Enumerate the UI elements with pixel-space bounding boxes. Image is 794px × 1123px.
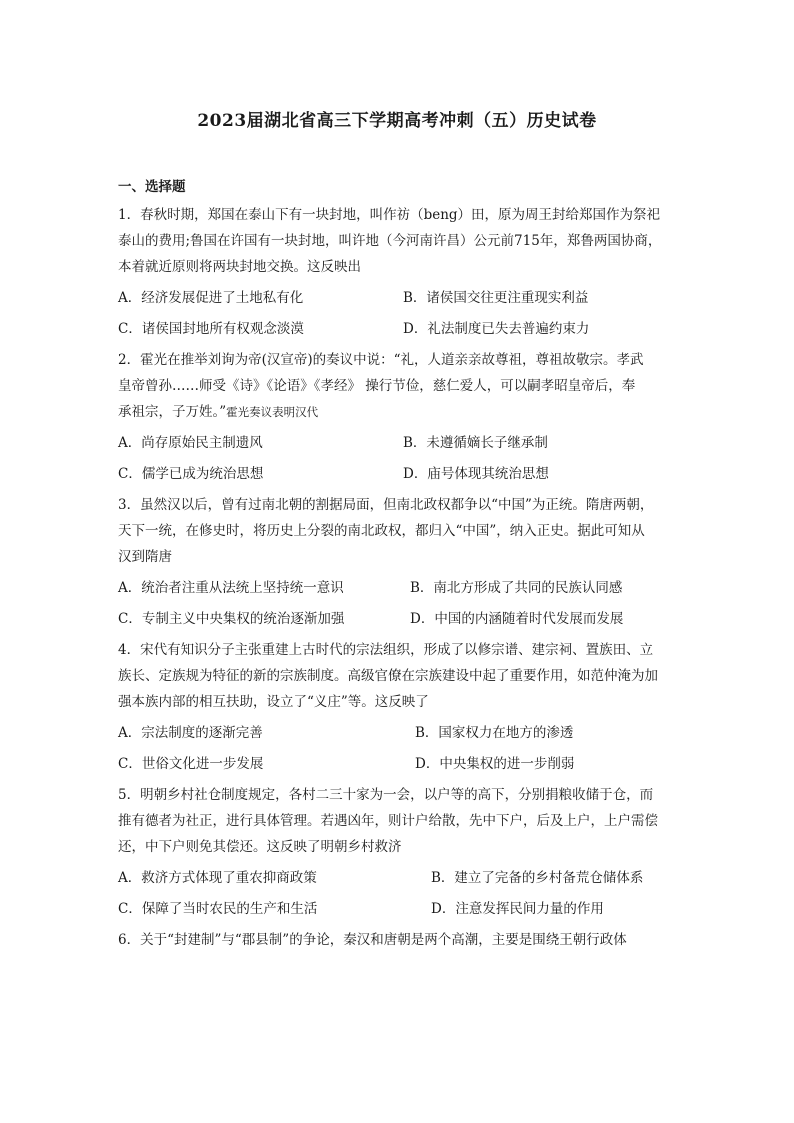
- options-row: [118, 720, 678, 746]
- question-stem: [118, 782, 678, 860]
- question-stem: [118, 492, 678, 570]
- stem-line: 1．春秋时期，郑国在泰山下有一块封地，叫作祊（beng）田，原为周王封给郑国作为祭祀: [118, 207, 661, 223]
- stem-line: 推有德者为社正，进行具体管理。若遇凶年，则计户给散，先中下户，后及上户，上户需偿: [118, 813, 658, 829]
- exam-content: [118, 176, 678, 953]
- stem-line: 还，中下户则免其偿还。这反映了明朝乡村救济: [118, 839, 402, 855]
- option-c: C．诸侯国封地所有权观念淡漠: [118, 321, 304, 337]
- option-d: D．中国的内涵随着时代发展而发展: [410, 611, 624, 627]
- option-d: D．庙号体现其统治思想: [403, 466, 549, 482]
- question-5: [118, 782, 678, 922]
- options-row: [118, 896, 678, 922]
- option-b: B．建立了完备的乡村备荒仓储体系: [431, 870, 644, 886]
- stem-line: 4．宋代有知识分子主张重建上古时代的宗法组织，形成了以修宗谱、建宗祠、置族田、立: [118, 642, 654, 658]
- option-c: C．保障了当时农民的生产和生活: [118, 901, 318, 917]
- option-b: B．南北方形成了共同的民族认同感: [410, 580, 623, 596]
- options-row: [118, 751, 678, 777]
- stem-text: 承祖宗，子万姓。”: [118, 404, 227, 420]
- stem-line: 3．虽然汉以后，曾有过南北朝的割据局面，但南北政权都争以“中国”为正统。隋唐两朝，: [118, 497, 654, 513]
- stem-line: 天下一统，在修史时，将历史上分裂的南北政权，都归入“中国”，纳入正史。据此可知从: [118, 523, 645, 539]
- option-d: D．礼法制度已失去普遍约束力: [403, 321, 590, 337]
- options-row: [118, 285, 678, 311]
- options-row: [118, 865, 678, 891]
- option-c: C．儒学已成为统治思想: [118, 466, 264, 482]
- option-c: C．专制主义中央集权的统治逐渐加强: [118, 611, 345, 627]
- option-a: A．宗法制度的逐渐完善: [118, 725, 263, 741]
- section-heading: 一、选择题: [118, 179, 186, 195]
- question-2: [118, 347, 678, 487]
- option-d: D．中央集权的进一步削弱: [415, 756, 575, 772]
- option-b: B．未遵循嫡长子继承制: [403, 435, 548, 451]
- option-a: A．统治者注重从法统上坚持统一意识: [118, 580, 344, 596]
- question-stem: [118, 637, 678, 715]
- question-4: [118, 637, 678, 777]
- stem-line: 强本族内部的相互扶助，设立了“义庄”等。这反映了: [118, 694, 429, 710]
- stem-line: 5．明朝乡村社仓制度规定，各村二三十家为一会，以户等的高下，分别捐粮收储于仓，而: [118, 787, 654, 803]
- options-row: [118, 606, 678, 632]
- options-row: [118, 575, 678, 601]
- stem-line: 2．霍光在推举刘询为帝(汉宣帝)的奏议中说：“礼，人道亲亲故尊祖，尊祖故敬宗。孝武: [118, 352, 644, 368]
- stem-note: 霍光奏议表明汉代: [226, 405, 319, 419]
- stem-line: [118, 399, 678, 425]
- question-stem: [118, 927, 678, 953]
- option-a: A．经济发展促进了土地私有化: [118, 290, 304, 306]
- stem-line: 本着就近原则将两块封地交换。这反映出: [118, 259, 361, 275]
- option-b: B．国家权力在地方的渗透: [415, 725, 574, 741]
- stem-line: 汉到隋唐: [118, 549, 172, 565]
- stem-line: 族长、定族规为特征的新的宗族制度。高级官僚在宗族建设中起了重要作用，如范仲淹为加: [118, 668, 658, 684]
- page-title: 2023届湖北省高三下学期高考冲刺（五）历史试卷: [197, 111, 597, 131]
- options-row: [118, 461, 678, 487]
- option-d: D．注意发挥民间力量的作用: [431, 901, 604, 917]
- option-a: A．救济方式体现了重农抑商政策: [118, 870, 317, 886]
- option-a: A．尚存原始民主制遗风: [118, 435, 263, 451]
- question-1: [118, 202, 678, 342]
- stem-line: 6．关于“封建制”与“郡县制”的争论，秦汉和唐朝是两个高潮，主要是围绕王朝行政体: [118, 932, 627, 948]
- stem-line: 泰山的费用;鲁国在许国有一块封地，叫许地（今河南许昌）公元前715年，郑鲁两国协商，: [118, 233, 662, 249]
- options-row: [118, 316, 678, 342]
- option-b: B．诸侯国交往更注重现实利益: [403, 290, 589, 306]
- options-row: [118, 430, 678, 456]
- question-6: [118, 927, 678, 953]
- option-c: C．世俗文化进一步发展: [118, 756, 264, 772]
- question-3: [118, 492, 678, 632]
- question-stem: [118, 202, 678, 280]
- stem-line: 皇帝曾孙……师受《诗》《论语》《孝经》 操行节俭，慈仁爱人，可以嗣孝昭皇帝后，奉: [118, 378, 636, 394]
- question-stem: [118, 347, 678, 425]
